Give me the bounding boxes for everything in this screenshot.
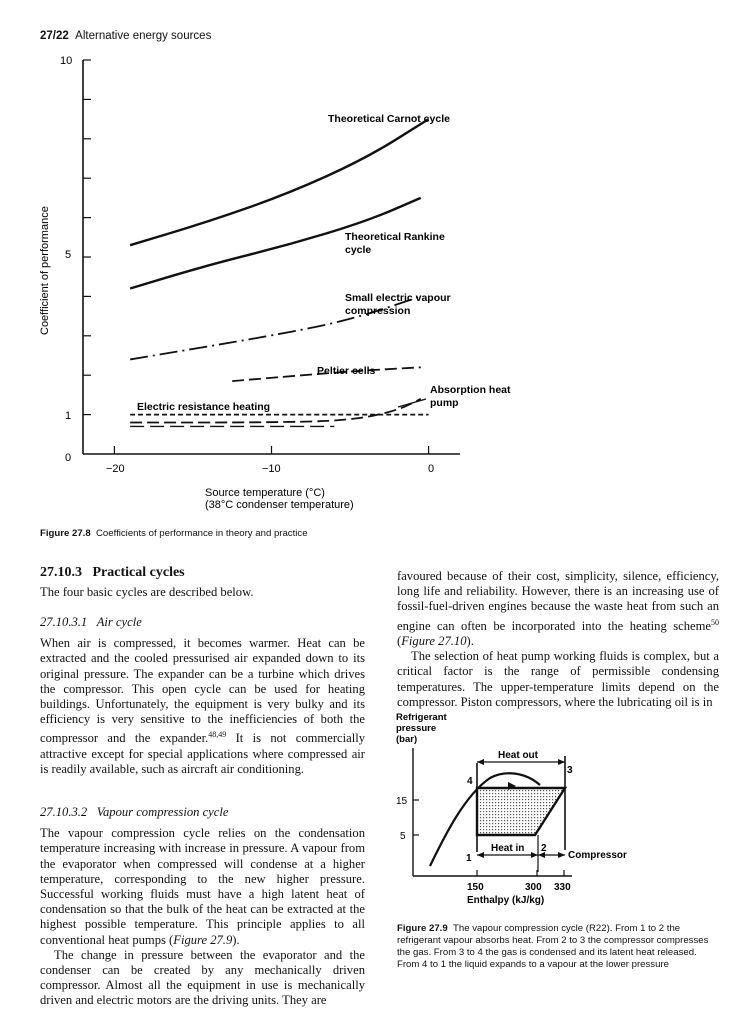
label-peltier: Peltier cells: [317, 365, 376, 377]
absorption-leader: [398, 399, 426, 407]
y-axis-label: Refrigerant: [396, 712, 447, 723]
label-resistance: Electric resistance heating: [137, 401, 271, 413]
text-run: The vapour compression cycle relies on the condensation temperature increasing with increase in pressure. A vapour from the evaporator when compressed will condense at a higher temperature, corresponding to the new higher pressure. Successful working fluids must have a high latent heat of condensation so that the bulk of the heat can be extracted at the highest possible temperature. This principle applies to all conventional heat pumps (: [40, 826, 365, 947]
section-title: Practical cycles: [92, 565, 185, 580]
y-axis-label: Coefficient of performance: [39, 206, 51, 335]
intro-paragraph: The four basic cycles are described below.: [40, 585, 254, 599]
arrowhead: [477, 759, 484, 765]
y-tick-label: 0: [65, 452, 72, 464]
paragraph: [40, 826, 365, 948]
y-axis-label: pressure: [396, 723, 437, 734]
label-vapour: Small electric vapour: [345, 292, 451, 304]
cycle-area: [477, 788, 565, 835]
paragraph: favoured because of their cost, simplicity, silence, efficiency, long life and reliability. However, there is an increasing use of fossil-fuel-driven engines because the waste heat from such an engine can often be incorporated into the heating scheme$^{50}$ (Figure 27.10).: [397, 569, 719, 648]
y-tick-label: 15: [396, 796, 408, 807]
paragraph: [40, 636, 365, 777]
right-column: [397, 569, 719, 710]
page-ref: 27/22: [40, 30, 69, 42]
subsection-heading: [40, 615, 365, 630]
subsection-number: 27.10.3.2: [40, 805, 88, 820]
label-absorption: Absorption heat: [430, 384, 511, 396]
heat-in-label: Heat in: [491, 843, 525, 854]
point-label: 1: [466, 853, 472, 864]
series-line-theoretical-carnot-cycle: [130, 119, 428, 245]
subsection-title: Vapour compression cycle: [96, 805, 229, 820]
label-rankine: Theoretical Rankine: [345, 231, 445, 243]
section-number: 27.10.3: [40, 565, 82, 580]
arrowhead: [558, 759, 565, 765]
text-run: It is not commercially attractive except for special applications where compressed air is readily available, such as aircraft air conditioning.: [40, 731, 365, 777]
x-axis-label: Enthalpy (kJ/kg): [467, 895, 545, 906]
x-tick-label: 330: [554, 882, 571, 893]
y-tick-label: 5: [65, 249, 72, 261]
series-line-theoretical-rankine-cycle: [130, 198, 421, 289]
citation: 50: [711, 617, 719, 627]
x-tick-label: 150: [467, 882, 484, 893]
heat-out-label: Heat out: [498, 750, 538, 761]
subsection-title: Air cycle: [96, 615, 142, 630]
figure-ref: Figure 27.9: [173, 932, 233, 947]
figure-label: Figure 27.9: [397, 923, 448, 934]
label-carnot: Theoretical Carnot cycle: [328, 113, 450, 125]
figure-caption-text: Coefficients of performance in theory and practice: [96, 528, 308, 539]
y-tick-label: 1: [65, 410, 72, 422]
x-axis-note: (38°C condenser temperature): [205, 499, 354, 511]
y-tick-label: 5: [400, 831, 406, 842]
figure-caption: [397, 923, 719, 971]
point-label: 2: [541, 843, 547, 854]
figure-label: Figure 27.8: [40, 528, 91, 539]
figure-caption-text: The vapour compression cycle (R22). From 1 to 2 the refrigerant vapour absorbs heat. From 2 to 3 the compressor compresses the gas. From 3 to 4 the gas is condensed and its latent heat released. From 4 to 1 the liquid expands to a vapour at the lower pressure: [397, 923, 709, 970]
point-label: 4: [467, 776, 473, 787]
paragraph: The selection of heat pump working fluids is complex, but a critical factor is the range of permissible condensing temperatures. The upper-temperature limits depend on the compressor. Piston compressors, where the lubricating oil is in: [397, 649, 719, 709]
text-run: ).: [466, 634, 474, 648]
section-heading: [40, 565, 365, 581]
arrowhead: [558, 852, 565, 858]
text-run: When air is compressed, it becomes warmer. Heat can be extracted and the cooled pressurised air expanded down to its original pressure. The expander can be a turbine which drives the compressor. This open cycle can be used for heating buildings. Unfortunately, the equipment is very bulky and its efficiency is very sensitive to the inefficiencies of both the compressor and the expander.: [40, 636, 365, 746]
arrowhead: [531, 852, 538, 858]
text-run: ).: [232, 932, 240, 947]
y-tick-label: 10: [60, 55, 73, 67]
arrowhead: [477, 852, 484, 858]
vapour-cycle-chart: [390, 700, 730, 915]
x-tick-label: −20: [106, 463, 125, 475]
subsection-heading: [40, 805, 365, 820]
point-label: 3: [567, 765, 573, 776]
label-absorption: pump: [430, 397, 459, 409]
left-column: [40, 565, 365, 1009]
figure-caption: [40, 528, 308, 540]
citation: 48,49: [208, 730, 227, 740]
label-rankine: cycle: [345, 244, 372, 256]
x-tick-label: 0: [428, 463, 435, 475]
text-run: favoured because of their cost, simplicity, silence, efficiency, long life and reliability. However, there is an increasing use of fossil-fuel-driven engines because the waste heat from such an engine can often be incorporated into the heating scheme: [397, 569, 719, 633]
label-vapour: compression: [345, 305, 411, 317]
x-tick-label: −10: [262, 463, 281, 475]
x-axis-label: Source temperature (°C): [205, 487, 325, 499]
figure-ref: Figure 27.10: [401, 634, 467, 648]
running-title: Alternative energy sources: [75, 30, 212, 42]
x-tick-label: 300: [525, 882, 542, 893]
subsection-number: 27.10.3.1: [40, 615, 88, 630]
paragraph: The change in pressure between the evaporator and the condenser can be created by any mechanically driven compressor. Almost all the equipment in use is mechanically driven and electric motors are the driving units. They are: [40, 947, 365, 1008]
compressor-label: Compressor: [568, 850, 627, 861]
y-axis-label: (bar): [396, 734, 418, 745]
